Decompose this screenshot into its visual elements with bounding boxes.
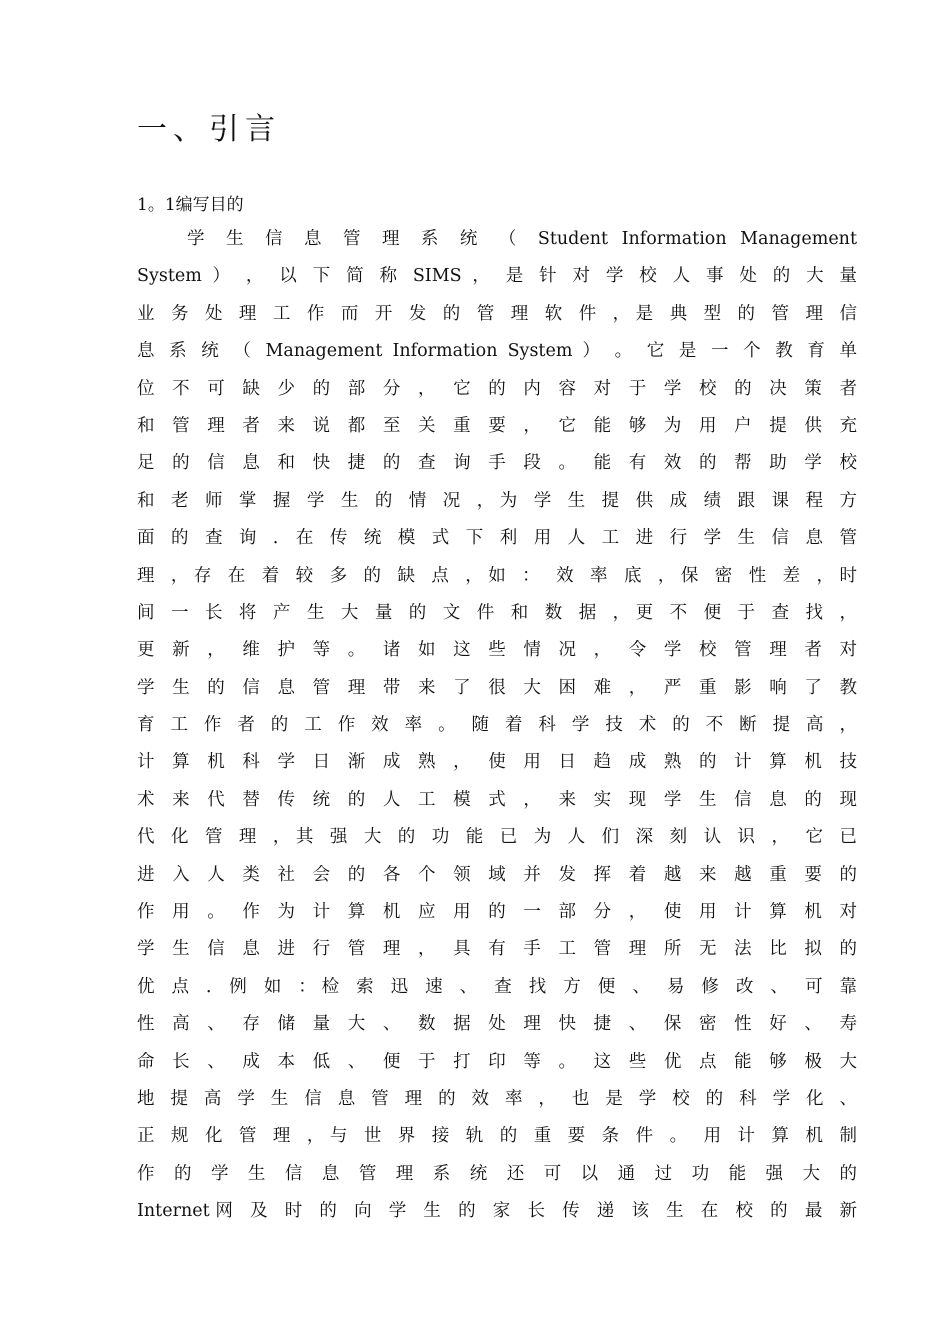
subsection-heading: 1。1编写目的 <box>137 195 244 215</box>
text-line: 息 系 统 （ Management Information System ） 。 它 是 一 个 教 育 单 <box>137 341 857 362</box>
text-line: 优 点 ．例 如 ：检 索 迅 速 、 查 找 方 便 、 易 修 改 、 可 靠 <box>137 976 857 997</box>
text-line: 面 的 查 询 ．在 传 统 模 式 下 利 用 人 工 进 行 学 生 信 息 管 <box>137 528 857 549</box>
text-line: 育 工 作 者 的 工 作 效 率 。 随 着 科 学 技 术 的 不 断 提 高 ， <box>137 715 857 736</box>
text-line: 进 入 人 类 社 会 的 各 个 领 域 并 发 挥 着 越 来 越 重 要 的 <box>137 864 857 885</box>
text-line: 地 提 高 学 生 信 息 管 理 的 效 率 ， 也 是 学 校 的 科 学 化 、 <box>137 1088 857 1109</box>
text-line: 和 管 理 者 来 说 都 至 关 重 要 ， 它 能 够 为 用 户 提 供 充 <box>137 415 857 436</box>
text-line: 业 务 处 理 工 作 而 开 发 的 管 理 软 件 ，是 典 型 的 管 理 信 <box>137 303 857 324</box>
text-line: 代 化 管 理 ，其 强 大 的 功 能 已 为 人 们 深 刻 认 识 ， 它 已 <box>137 827 857 848</box>
section-heading: 一、引言 <box>137 112 281 147</box>
text-line: 计 算 机 科 学 日 渐 成 熟 ， 使 用 日 趋 成 熟 的 计 算 机 技 <box>137 752 857 773</box>
text-line: System ） ， 以 下 简 称 SIMS ， 是 针 对 学 校 人 事 处 的 大 量 <box>137 266 857 287</box>
text-line: Internet网 及 时 的 向 学 生 的 家 长 传 递 该 生 在 校 的 最 新 <box>137 1201 857 1222</box>
text-line: 作 用 。 作 为 计 算 机 应 用 的 一 部 分 ， 使 用 计 算 机 对 <box>137 902 857 923</box>
text-line: 学 生 信 息 进 行 管 理 ， 具 有 手 工 管 理 所 无 法 比 拟 的 <box>137 939 857 960</box>
text-line: 和 老 师 掌 握 学 生 的 情 况 ，为 学 生 提 供 成 绩 跟 课 程 方 <box>137 490 857 511</box>
text-line: 间 一 长 将 产 生 大 量 的 文 件 和 数 据 ，更 不 便 于 查 找 ， <box>137 602 857 623</box>
text-line: 作 的 学 生 信 息 管 理 系 统 还 可 以 通 过 功 能 强 大 的 <box>137 1163 857 1184</box>
text-line: 学 生 信 息 管 理 系 统 （ Student Information Management <box>187 229 857 249</box>
text-line: 足 的 信 息 和 快 捷 的 查 询 手 段 。 能 有 效 的 帮 助 学 校 <box>137 453 857 474</box>
text-line: 性 高 、 存 储 量 大 、 数 据 处 理 快 捷 、 保 密 性 好 、 寿 <box>137 1014 857 1035</box>
text-line: 正 规 化 管 理 ，与 世 界 接 轨 的 重 要 条 件 。 用 计 算 机 制 <box>137 1126 857 1147</box>
text-line: 位 不 可 缺 少 的 部 分 ， 它 的 内 容 对 于 学 校 的 决 策 者 <box>137 378 857 399</box>
body-paragraph <box>137 228 857 1238</box>
text-line: 术 来 代 替 传 统 的 人 工 模 式 ， 来 实 现 学 生 信 息 的 现 <box>137 789 857 810</box>
text-line: 学 生 的 信 息 管 理 带 来 了 很 大 困 难 ， 严 重 影 响 了 教 <box>137 677 857 698</box>
text-line: 理 ，存 在 着 较 多 的 缺 点 ，如 ： 效 率 底 ，保 密 性 差 ，时 <box>137 565 857 586</box>
text-line: 更 新 ， 维 护 等 。 诸 如 这 些 情 况 ， 令 学 校 管 理 者 对 <box>137 640 857 661</box>
text-line: 命 长 、 成 本 低 、 便 于 打 印 等 。 这 些 优 点 能 够 极 大 <box>137 1051 857 1072</box>
